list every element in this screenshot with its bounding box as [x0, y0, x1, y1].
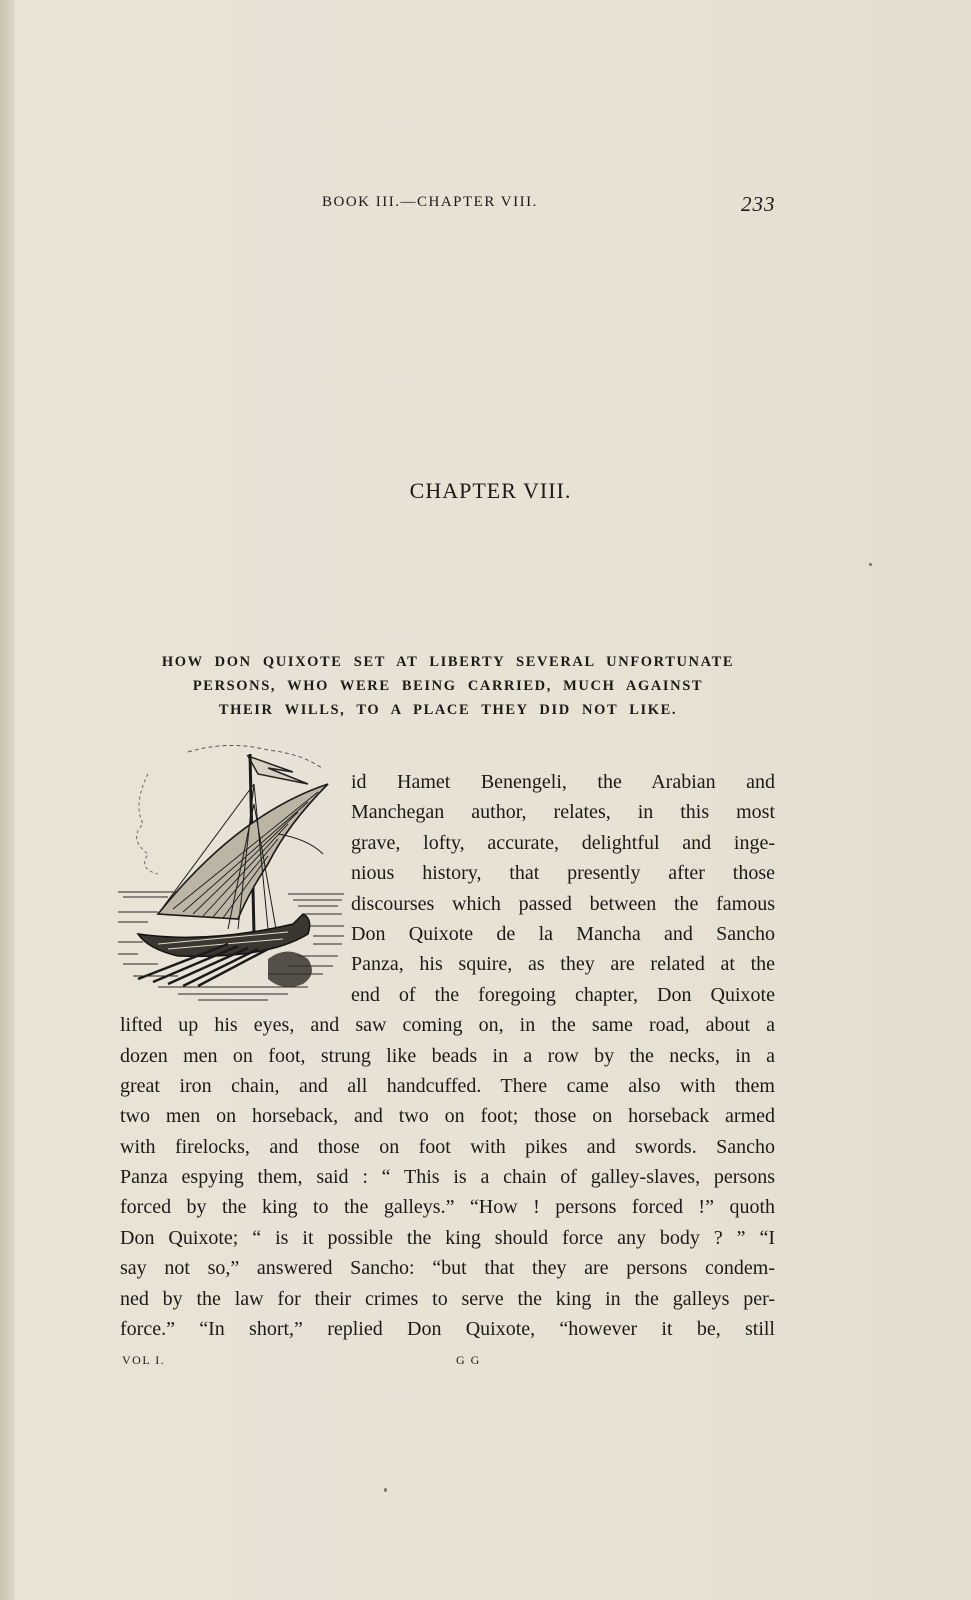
text-line: Panza espying them, said : “ This is a chain of galley-slaves, persons: [120, 1166, 775, 1189]
subtitle-line: PERSONS, WHO WERE BEING CARRIED, MUCH AGAINST: [192, 678, 704, 694]
text-line: id Hamet Benengeli, the Arabian and: [351, 771, 775, 793]
paper-speck: [869, 563, 872, 566]
text-line: ned by the law for their crimes to serve the king in the galleys per-: [120, 1287, 775, 1310]
volume-mark: VOL I.: [122, 1353, 166, 1367]
page-footer: [0, 1353, 971, 1373]
paper-speck: [384, 1488, 387, 1492]
text-line: end of the foregoing chapter, Don Quixote: [351, 983, 775, 1006]
text-line: Panza, his squire, as they are related at the: [351, 953, 775, 976]
running-head: BOOK III.—CHAPTER VIII.: [322, 194, 538, 210]
text-line: force.” “In short,” replied Don Quixote, “however it be, still: [120, 1318, 775, 1341]
subtitle-line: THEIR WILLS, TO A PLACE THEY DID NOT LIKE.: [218, 702, 678, 718]
signature-mark: G G: [456, 1353, 481, 1367]
chapter-title: CHAPTER VIII.: [409, 478, 572, 503]
text-line: two men on horseback, and two on foot; those on horseback armed: [120, 1105, 775, 1128]
text-line: discourses which passed between the famous: [351, 892, 775, 915]
body-text: [120, 767, 775, 1344]
page-header: [0, 192, 971, 222]
text-line: nious history, that presently after those: [351, 862, 775, 885]
text-line: say not so,” answered Sancho: “but that they are persons condem-: [120, 1257, 775, 1280]
text-line: forced by the king to the galleys.” “How ! persons forced !” quoth: [120, 1196, 775, 1219]
text-line: Don Quixote de la Mancha and Sancho: [351, 922, 775, 945]
page-number: 233: [741, 192, 776, 216]
subtitle-line: HOW DON QUIXOTE SET AT LIBERTY SEVERAL UNFORTUNATE: [161, 654, 735, 670]
text-line: Don Quixote; “ is it possible the king should force any body ? ” “I: [120, 1226, 775, 1249]
text-line: with firelocks, and those on foot with pikes and swords. Sancho: [120, 1135, 775, 1158]
chapter-subtitle: [118, 650, 778, 722]
text-line: Manchegan author, relates, in this most: [351, 801, 775, 824]
text-line: dozen men on foot, strung like beads in a row by the necks, in a: [120, 1044, 775, 1067]
text-line: grave, lofty, accurate, delightful and inge-: [351, 831, 775, 854]
text-line: great iron chain, and all handcuffed. There came also with them: [120, 1074, 775, 1097]
text-line: lifted up his eyes, and saw coming on, in the same road, about a: [120, 1014, 775, 1037]
